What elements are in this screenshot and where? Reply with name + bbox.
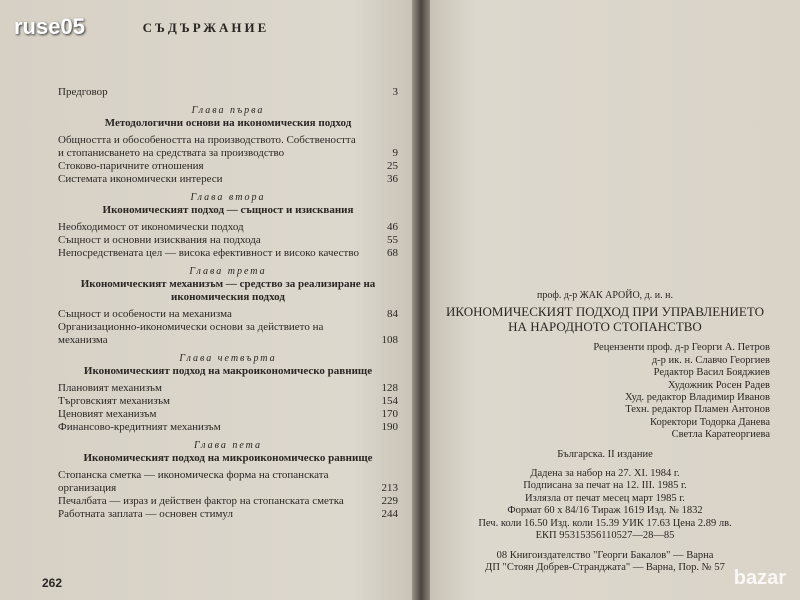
chapter-label: Глава пета bbox=[193, 440, 263, 451]
chapter-title: Икономическият подход на макроикономическо равнище bbox=[83, 365, 373, 377]
chapter-title: Методологични основи на икономическия подход bbox=[104, 117, 352, 129]
publisher-line: 08 Книгоиздателство "Георги Бакалов" — Варна bbox=[496, 549, 714, 561]
chapter-label: Глава втора bbox=[190, 192, 266, 203]
toc-entry bbox=[58, 234, 398, 247]
publishers-block bbox=[440, 550, 770, 575]
toc-preface-title: Предговор bbox=[58, 86, 108, 98]
toc-preface-page: 3 bbox=[392, 86, 398, 98]
print-info-block bbox=[440, 468, 770, 542]
toc-entry-title: Плановият механизъм bbox=[58, 382, 162, 394]
toc-entry-title: Същност и основни изисквания на подхода bbox=[58, 234, 261, 246]
edition: Българска. II издание bbox=[557, 448, 653, 460]
print-info-line: ЕКП 95315356110527—28—85 bbox=[535, 530, 675, 542]
toc-entry-page: 9 bbox=[392, 147, 398, 159]
toc-entry-page: 229 bbox=[381, 495, 398, 507]
credit-line: Худ. редактор Владимир Иванов bbox=[624, 392, 770, 404]
toc-entry-page: 154 bbox=[381, 395, 398, 407]
toc-chapters bbox=[58, 105, 398, 521]
toc-entry-page: 244 bbox=[381, 508, 398, 520]
toc-entry-page: 25 bbox=[387, 160, 398, 172]
print-info-line: Печ. коли 16.50 Изд. коли 15.39 УИК 17.63 Цена 2.89 лв. bbox=[478, 517, 732, 529]
toc-entry-page: 68 bbox=[387, 247, 398, 259]
toc-entry-page: 55 bbox=[387, 234, 398, 246]
credit-line: Редактор Васил Бояджиев bbox=[653, 367, 770, 379]
credit-line: Светла Каратеоргиева bbox=[671, 429, 770, 441]
toc-entry bbox=[58, 247, 398, 260]
chapter-title: Икономическият механизъм — средство за реализиране на икономическия подход bbox=[80, 278, 376, 303]
toc-entry bbox=[58, 134, 398, 160]
credit-line: д-р ик. н. Славчо Георгиев bbox=[651, 354, 770, 366]
toc-entry bbox=[58, 395, 398, 408]
toc-entry-title: Финансово-кредитният механизъм bbox=[58, 421, 221, 433]
chapter-label: Глава първа bbox=[191, 105, 265, 116]
table-of-contents bbox=[58, 86, 398, 521]
publisher-line: ДП "Стоян Добрев-Странджата" — Варна, Пор. № 57 bbox=[485, 561, 725, 573]
toc-entry-title: Стопанска сметка — икономическа форма на стопанската организация bbox=[58, 469, 329, 494]
toc-entry-title: Стоково-паричните отношения bbox=[58, 160, 204, 172]
book-author: проф. д-р ЖАК АРОЙО, д. и. н. bbox=[537, 290, 673, 301]
credits-block bbox=[440, 342, 770, 441]
toc-entry bbox=[58, 382, 398, 395]
book-title-line1: ИКОНОМИЧЕСКИЯТ ПОДХОД ПРИ УПРАВЛЕНИЕТО bbox=[445, 304, 765, 320]
toc-entry bbox=[58, 221, 398, 234]
toc-entry bbox=[58, 508, 398, 521]
print-info-line: Подписана за печат на 12. III. 1985 г. bbox=[523, 480, 687, 492]
toc-entry-title: Общността и обособеността на производството. Собствеността и стопанисването на средствата за производство bbox=[58, 134, 356, 159]
chapter-label: Глава четвърта bbox=[179, 353, 277, 364]
book-title bbox=[440, 304, 770, 334]
toc-entry bbox=[58, 469, 398, 495]
toc-entry-title: Ценовият механизъм bbox=[58, 408, 157, 420]
chapter-label: Глава трета bbox=[189, 266, 267, 277]
credit-line: Техн. редактор Пламен Антонов bbox=[625, 404, 770, 416]
print-info-line: Формат 60 x 84/16 Тираж 1619 Изд. № 1832 bbox=[507, 505, 703, 517]
toc-preface bbox=[58, 86, 398, 99]
credit-line: Рецензенти проф. д-р Георги А. Петров bbox=[593, 342, 770, 354]
credit-line: Коректори Тодорка Данева bbox=[649, 416, 770, 428]
credit-line: Художник Росен Радев bbox=[667, 379, 770, 391]
print-info-line: Излязла от печат месец март 1985 г. bbox=[525, 492, 685, 504]
toc-entry bbox=[58, 321, 398, 347]
book-title-line2: НА НАРОДНОТО СТОПАНСТВО bbox=[508, 319, 702, 335]
toc-entry-title: Печалбата — израз и действен фактор на стопанската сметка bbox=[58, 495, 344, 507]
toc-entry-page: 190 bbox=[381, 421, 398, 433]
page-number: 262 bbox=[42, 576, 63, 590]
toc-entry-page: 46 bbox=[387, 221, 398, 233]
toc-entry-page: 84 bbox=[387, 308, 398, 320]
toc-entry-page: 36 bbox=[387, 173, 398, 185]
toc-entry-title: Организационно-икономически основи за действието на механизма bbox=[58, 321, 324, 346]
print-info-line: Дадена за набор на 27. XI. 1984 г. bbox=[530, 468, 680, 480]
toc-entry-title: Необходимост от икономически подход bbox=[58, 221, 244, 233]
chapter-title: Икономическият подход — същност и изисквания bbox=[102, 204, 354, 216]
book-gutter bbox=[412, 0, 430, 600]
toc-entry bbox=[58, 495, 398, 508]
toc-entry-title: Непосредствената цел — висока ефективност и високо качество bbox=[58, 247, 359, 259]
toc-entry-page: 170 bbox=[381, 408, 398, 420]
toc-entry bbox=[58, 408, 398, 421]
seller-watermark: ruse05 bbox=[14, 14, 85, 39]
toc-entry-title: Търговският механизъм bbox=[58, 395, 171, 407]
toc-entry-page: 213 bbox=[381, 482, 398, 494]
toc-entry bbox=[58, 421, 398, 434]
imprint bbox=[440, 290, 770, 574]
toc-entry bbox=[58, 173, 398, 186]
toc-title: СЪДЪРЖАНИЕ bbox=[142, 20, 270, 35]
toc-entry-title: Системата икономически интереси bbox=[58, 173, 223, 185]
toc-entry-page: 108 bbox=[381, 334, 398, 346]
toc-entry-title: Същност и особености на механизма bbox=[58, 308, 232, 320]
chapter-title: Икономическият подход на микроикономическо равнище bbox=[83, 452, 373, 464]
toc-entry-page: 128 bbox=[381, 382, 398, 394]
toc-entry-title: Работната заплата — основен стимул bbox=[58, 508, 233, 520]
toc-entry bbox=[58, 308, 398, 321]
site-logo: bazar bbox=[733, 567, 786, 589]
toc-entry bbox=[58, 160, 398, 173]
